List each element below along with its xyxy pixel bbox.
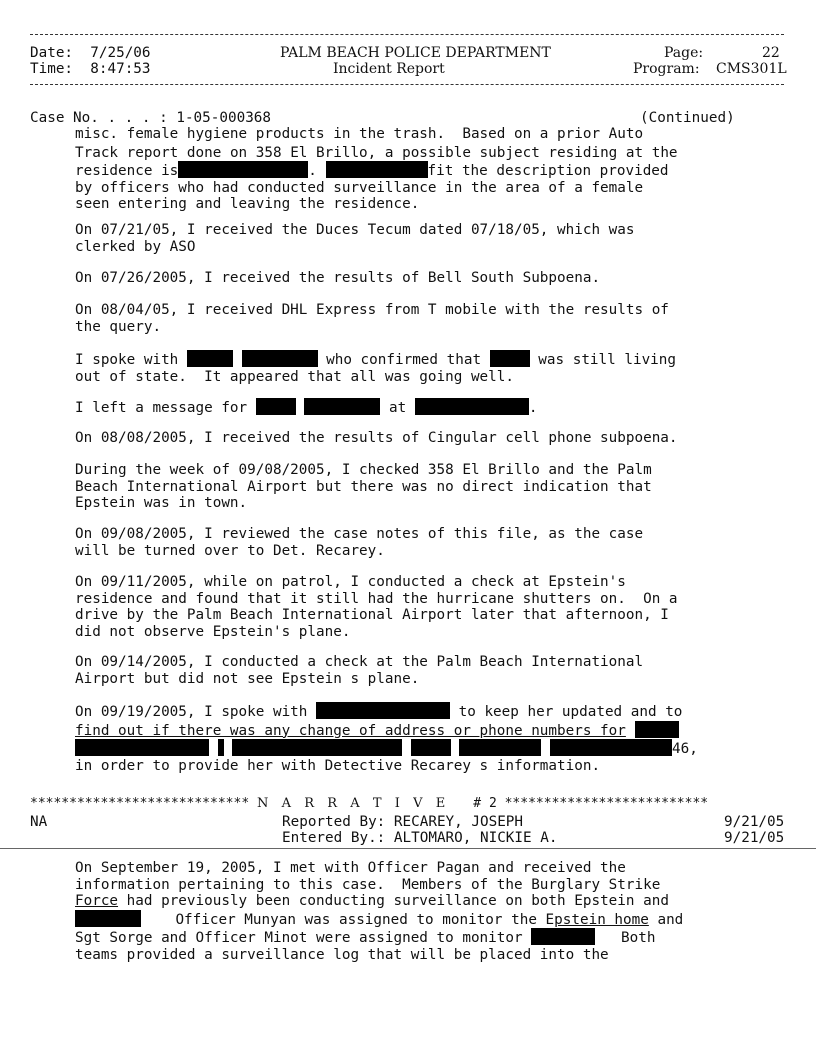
reported-date: 9/21/05 [724,814,785,830]
date-row [30,45,151,61]
text-line: will be turned over to Det. Recarey. [75,542,385,559]
text-line: On 09/11/2005, while on patrol, I conducted a check at Epstein's [75,574,626,590]
text-line: I left a message for [75,400,248,416]
narrative-divider [0,848,816,849]
entry-paragraph [75,702,775,774]
entry-paragraph [75,526,775,559]
text-line: to keep her updated and to [458,704,683,720]
entered-by-row [282,830,557,846]
text-line: drive by the Palm Beach International Airport later that afternoon, I [75,607,669,623]
text-line: fit the description provided [427,163,669,179]
redaction-bar [411,739,451,756]
text-line: 46, [672,741,698,757]
entered-by-label: Entered By.: [282,830,386,846]
text-line: On 09/14/2005, I conducted a check at the Palm Beach International [75,654,644,670]
text-line: seen entering and leaving the residence. [75,196,420,212]
entry-paragraph [75,574,775,640]
reported-by-row [282,814,523,830]
text-line: Force [75,893,119,909]
time-value: 8:47:53 [90,61,151,77]
text-line: Airport but did not see Epstein s plane. [75,670,420,687]
stars-left: **************************** [30,796,250,811]
text-line: had previously been conducting surveillance on both Epstein and [118,893,669,909]
redaction-bar [232,739,402,756]
redaction-bar [316,702,450,719]
continued-label: (Continued) [640,110,735,126]
text-line: teams provided a surveillance log that will be placed into the [75,946,609,963]
text-line: did not observe Epstein's plane. [75,623,351,640]
text-line: On September 19, 2005, I met with Officer Pagan and received the [75,860,626,876]
text-line: Sgt Sorge and Officer Minot were assigned to monitor [75,930,523,946]
text-line: Track report [75,144,187,161]
narrative-number: # 2 [473,796,497,811]
redaction-bar [490,350,530,367]
text-line: the query. [75,318,162,335]
redaction-bar [531,928,595,945]
entered-by-name: ALTOMARO, NICKIE A. [393,830,558,846]
narrative-title: N A R R A T I V E [256,796,450,811]
redaction-bar [326,161,428,178]
entry-paragraph [75,654,775,687]
redaction-bar [304,398,380,415]
redaction-bar [75,910,141,927]
redaction-bar [459,739,541,756]
narrative-code: NA [30,814,48,830]
redaction-bar [218,739,224,756]
redaction-bar [550,739,672,756]
text-line: and [648,911,684,928]
reported-by-name: RECAREY, JOSEPH [393,814,524,830]
text-line: out of state. It appeared that all was going well. [75,368,514,385]
program-code: CMS301L [716,61,787,77]
text-line: On 09/08/2005, I reviewed the case notes of this file, as the case [75,526,644,542]
text-line: pstein home [554,911,649,928]
text-line: During the week of 09/08/2005, I checked 358 El Brillo and the Palm [75,462,652,478]
text-line: On 07/21/05, I received the Duces Tecum dated 07/18/05, which was [75,222,635,238]
redaction-bar [187,350,233,367]
narrative-body [75,860,775,963]
date-value: 7/25/06 [90,45,151,61]
entry-paragraph [75,302,775,335]
entry-paragraph: On 08/08/2005, I received the results of Cingular cell phone subpoena. [75,430,678,446]
redaction-bar [415,398,529,415]
report-type: Incident Report [333,61,445,77]
text-line: . [528,400,538,416]
page-number: 22 [762,45,780,61]
text-line: find out if there was any change of address or phone numbers for [75,722,626,739]
text-line: On 09/19/2005, I spoke with [75,704,308,720]
text-line: residence is [75,163,179,179]
redaction-bar [178,161,308,178]
redaction-bar [242,350,318,367]
header-top-rule [30,34,784,35]
text-line: Epstein was in town. [75,495,248,511]
header-bottom-rule [30,84,784,85]
text-line: clerked by ASO [75,238,196,255]
redaction-bar [75,739,209,756]
text-line: was still living [538,352,677,368]
text-line: residence and found that it still had the hurricane shutters on. On a [75,590,678,607]
stars-right: ************************** [504,796,709,811]
text-line: . [308,163,317,179]
text-line: information pertaining to this case. Members of the Burglary Strike [75,876,661,893]
program-label: Program: [633,61,700,77]
entry-paragraph [75,222,775,255]
entered-date: 9/21/05 [724,830,785,846]
entry-paragraph [75,126,775,213]
text-line: I spoke with [75,352,179,368]
text-line: Officer Munyan was assigned to monitor the E [175,911,555,928]
case-number-line [30,110,271,126]
time-row [30,61,151,77]
entry-paragraph: On 07/26/2005, I received the results of Bell South Subpoena. [75,270,601,286]
entry-paragraph [75,350,775,385]
narrative-banner [30,796,708,812]
redaction-bar [635,721,679,738]
text-line: misc. female hygiene products in the trash. Based on a prior Auto [75,126,644,142]
redaction-bar [256,398,296,415]
text-line: done on 358 El Brillo, a possible subject residing at the [186,144,678,161]
reported-by-label: Reported By: [282,814,386,830]
text-line: Beach International Airport but there was no direct indication that [75,478,652,495]
entry-paragraph [75,398,775,417]
text-line: by officers who had conducted surveillance in the area of a female [75,179,644,196]
date-label: Date: [30,45,74,61]
page-label: Page: [664,45,704,61]
case-label: Case No. . . . : [30,110,168,126]
text-line: Both [621,930,656,946]
time-label: Time: [30,61,74,77]
department-name: PALM BEACH POLICE DEPARTMENT [280,45,551,61]
text-line: at [388,400,407,416]
text-line: On 08/04/05, I received DHL Express from T mobile with the results of [75,302,669,318]
entry-paragraph [75,462,775,512]
text-line: in order to provide her with Detective Recarey s information. [75,757,601,774]
case-number: 1-05-000368 [176,110,272,126]
text-line: who confirmed that [326,352,482,368]
